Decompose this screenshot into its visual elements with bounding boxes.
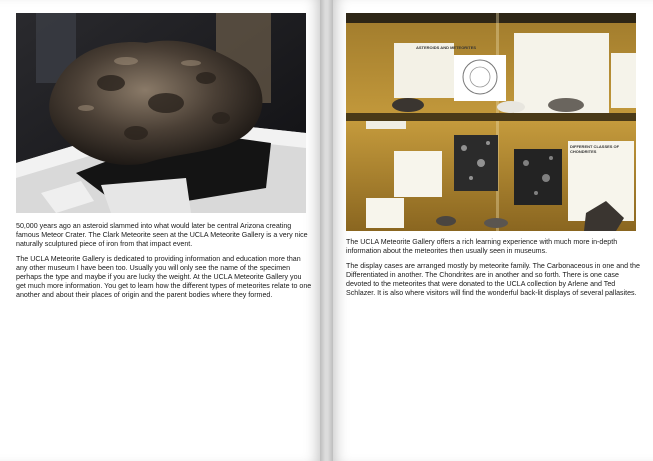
case-label-asteroids: ASTEROIDS AND METEORITES xyxy=(416,45,477,50)
left-paragraph-2: The UCLA Meteorite Gallery is dedicated to providing information and education more than any other museum I have been too. Usually you will only see the name of the specimen perhaps the type and maybe if you are lucky the weight. At the UCLA Meteorite Gallery you get much more information. You get to learn how the different types of meteorites relate to one another and about their places of origin and the parent bodies where they formed. xyxy=(16,255,312,299)
right-page xyxy=(333,0,653,461)
left-page-text xyxy=(16,222,312,306)
right-paragraph-2: The display cases are arranged mostly by meteorite family. The Carbonaceous in one and the Differentiated in another. The Chondrites are in another and so forth. There is one case devoted to the meteorites that were donated to the UCLA collection by Arlene and Ted Schlazer. It is also where visitors will find the wonderful back-lit displays of several pallasites. xyxy=(346,262,640,297)
display-case-photo xyxy=(346,13,636,231)
left-page xyxy=(0,0,320,461)
right-paragraph-1: The UCLA Meteorite Gallery offers a rich learning experience with much more in-depth information about the meteorites then usually seen in museums. xyxy=(346,238,618,255)
case-label-chondrites: DIFFERENT CLASSES OF CHONDRITES xyxy=(570,144,620,154)
right-page-text xyxy=(346,238,642,304)
left-paragraph-1: 50,000 years ago an asteroid slammed into what would later be central Arizona creating famous Meteor Crater. The Clark Meteorite seen at the UCLA Meteorite Gallery is a very nice naturally sculptured piece of iron from that impact event. xyxy=(16,222,308,248)
book-gutter xyxy=(320,0,333,461)
meteorite-photo xyxy=(16,13,306,213)
